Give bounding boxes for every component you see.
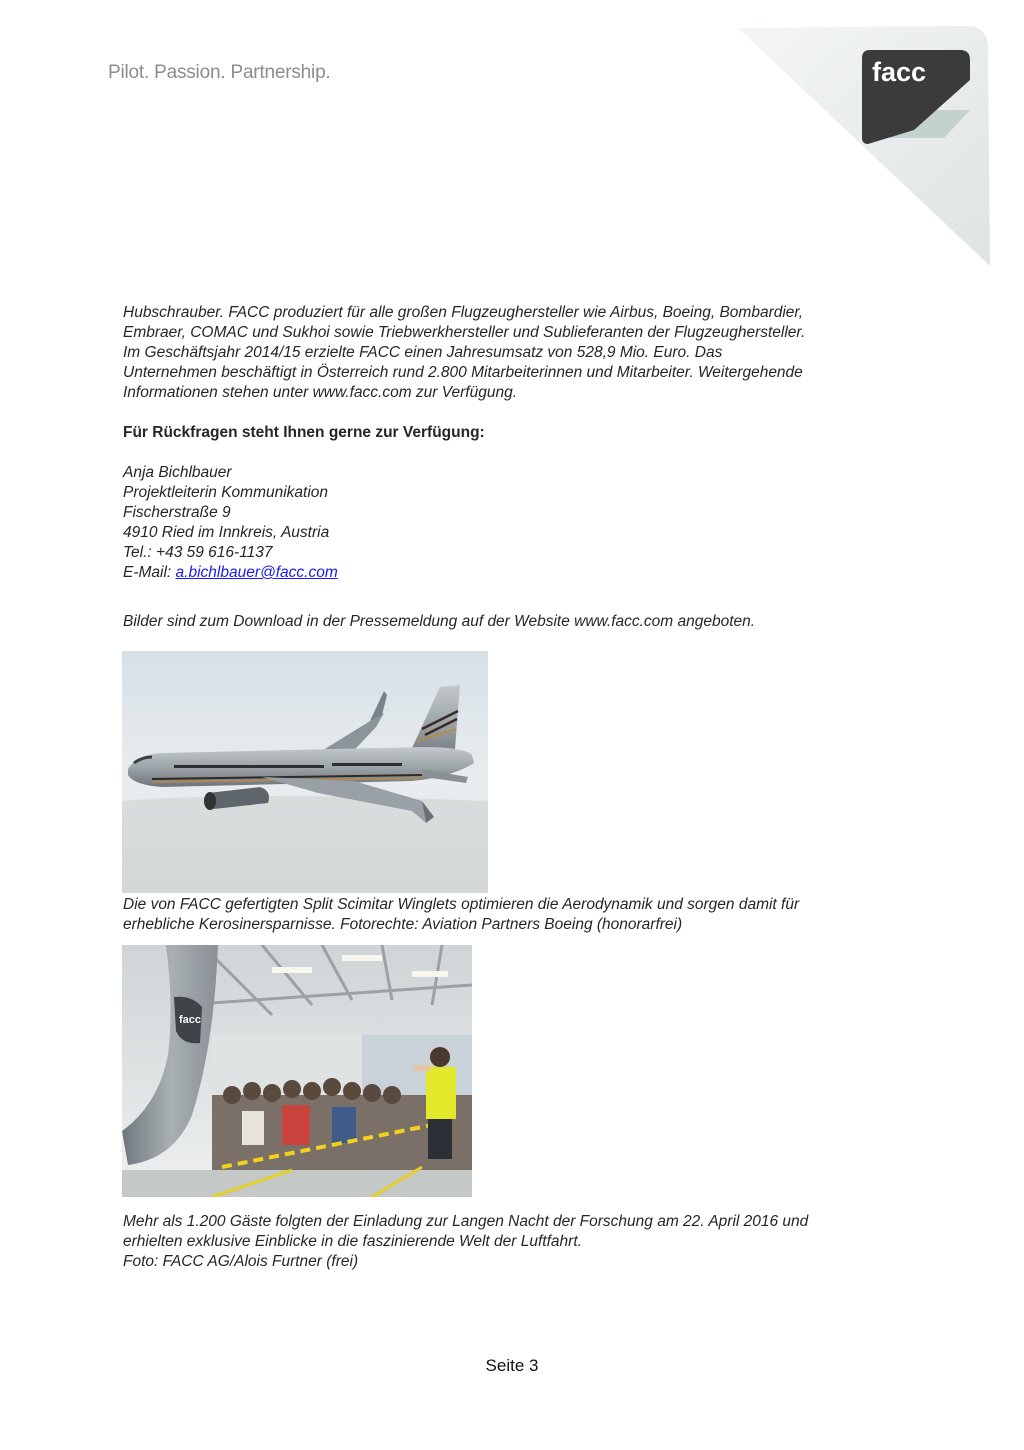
contact-role: Projektleiterin Kommunikation xyxy=(123,484,329,501)
logo-text: facc xyxy=(872,57,927,87)
contact-street: Fischerstraße 9 xyxy=(123,504,231,521)
contact-name: Anja Bichlbauer xyxy=(123,464,232,481)
intro-line: Embraer, COMAC und Sukhoi sowie Triebwerkhersteller und Sublieferanten der Flugzeughersteller. xyxy=(123,324,806,341)
contact-phone: Tel.: +43 59 616-1137 xyxy=(123,544,273,561)
photo-caption xyxy=(123,895,895,935)
page-number: Seite 3 xyxy=(485,1356,539,1375)
caption-line: Die von FACC gefertigten Split Scimitar Winglets optimieren die Aerodynamik und sorgen damit für xyxy=(123,896,800,913)
photo-caption xyxy=(123,1212,895,1272)
header-tagline: Pilot. Passion. Partnership. xyxy=(108,62,331,83)
intro-line: Im Geschäftsjahr 2014/15 erzielte FACC einen Jahresumsatz von 528,9 Mio. Euro. Das xyxy=(123,344,723,361)
caption-line: erhebliche Kerosinersparnisse. Fotorechte: Aviation Partners Boeing (honorarfrei) xyxy=(123,916,683,933)
hangar-event-photo xyxy=(122,945,472,1197)
email-label: E-Mail: xyxy=(123,564,176,581)
caption-line: Foto: FACC AG/Alois Furtner (frei) xyxy=(123,1253,359,1270)
contact-city: 4910 Ried im Innkreis, Austria xyxy=(123,524,330,541)
download-notice: Bilder sind zum Download in der Pressemeldung auf der Website www.facc.com angeboten. xyxy=(123,613,756,630)
intro-line: Informationen stehen unter www.facc.com zur Verfügung. xyxy=(123,384,518,401)
facc-logo xyxy=(738,26,1000,266)
caption-line: Mehr als 1.200 Gäste folgten der Einladung zur Langen Nacht der Forschung am 22. April 2016 und xyxy=(123,1213,809,1230)
contact-block xyxy=(123,463,895,583)
intro-line: Hubschrauber. FACC produziert für alle großen Flugzeughersteller wie Airbus, Boeing, Bombardier, xyxy=(123,304,804,321)
airplane-photo xyxy=(122,651,488,893)
contact-email-row xyxy=(123,563,895,583)
email-link[interactable]: a.bichlbauer@facc.com xyxy=(175,564,338,581)
contact-heading: Für Rückfragen steht Ihnen gerne zur Verfügung: xyxy=(123,424,485,441)
caption-line: erhielten exklusive Einblicke in die faszinierende Welt der Luftfahrt. xyxy=(123,1233,582,1250)
intro-line: Unternehmen beschäftigt in Österreich rund 2.800 Mitarbeiterinnen und Mitarbeiter. Weitergehende xyxy=(123,364,803,381)
intro-paragraph xyxy=(123,303,895,403)
winglet-logo-text: facc xyxy=(179,1014,202,1026)
